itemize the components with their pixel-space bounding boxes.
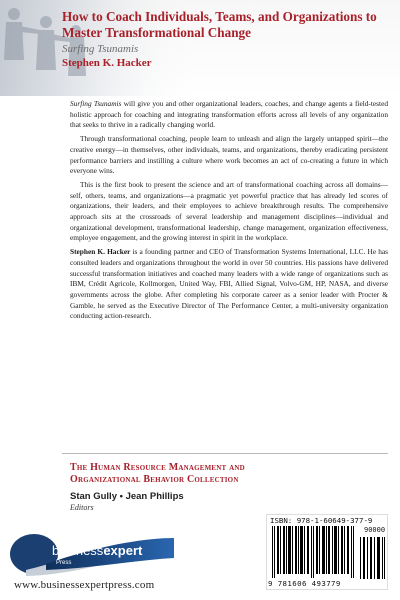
author-bio-name: Stephen K. Hacker [70,247,131,257]
publisher-website: www.businessexpertpress.com [14,579,155,591]
logo-press-label: Press [56,560,72,566]
description-paragraph-1-text: will give you and other organizational leaders, coaches, and change agents a field-tested holistic approach for coaching and integrating transformation efforts across all levels of any organization that seeks to thrive in a radically changing world. [70,99,388,130]
logo-word-expert: expert [103,543,143,558]
price-barcode-icon [360,537,386,579]
publisher-logo-wordmark [52,543,142,558]
logo-word-business: business [52,543,104,558]
collection-title-line-2: Organizational Behavior Collection [70,474,239,485]
collection-block [70,462,370,512]
description-paragraph-2: Through transformational coaching, people learn to unleash and align the largely untapped spirit—the creative energy—in themselves, other individuals, teams, and organizations, thereby eradicating persistent performance barriers and instilling a culture where work becomes an act of co-creating a future in which everyone wins. [70,134,388,176]
book-title: How to Coach Individuals, Teams, and Organizations to Master Transformational Change [62,9,377,40]
price-code: 90000 [364,526,386,534]
section-divider [62,453,388,454]
collection-title-line-1: The Human Resource Management and [70,462,245,473]
description-paragraph-3: This is the first book to present the science and art of transformational coaching across all domains—self, others, teams, and organizations—a pragmatic yet powerful practice that has already led scores of organizations, their leaders, and their employees to achieve breakthrough results. The comprehensive approach sits at the crossroads of several leadership and management disciplines—individual and organizational development, transformational leadership, change management, organization effectiveness, employee engagement, and the growing interest in spirit in the workplace. [70,179,388,243]
book-subtitle-inline: Surfing Tsunamis [70,99,122,108]
book-header [62,9,392,69]
book-author: Stephen K. Hacker [62,57,152,69]
isbn-label: ISBN: 978-1-60649-377-9 [270,516,373,525]
barcode-icon [272,526,356,578]
book-description [70,99,388,325]
editors-label: Editors [70,503,94,512]
editors-names: Stan Gully • Jean Phillips [70,491,184,502]
barcode-digits: 9 781606 493779 [268,579,341,588]
author-bio [70,247,388,322]
description-paragraph-1 [70,99,388,131]
author-bio-text: is a founding partner and CEO of Transformation Systems International, LLC. He has consulted leaders and organizations throughout the world in over 50 countries. His passions have delivered successful transformation initiatives and coached many leaders with a wide range of organizations such as IBM, Crédit Agricole, Kollmorgen, United Way, FBI, Allied Signal, Volvo-GM, HP, NASA, and diverse governments across the globe. After completing his corporate career as a senior leader with Procter & Gamble, he served as the Executive Director of The Performance Center, a multi-university organization conducting action-research. [70,247,388,321]
book-subtitle: Surfing Tsunamis [62,43,139,55]
